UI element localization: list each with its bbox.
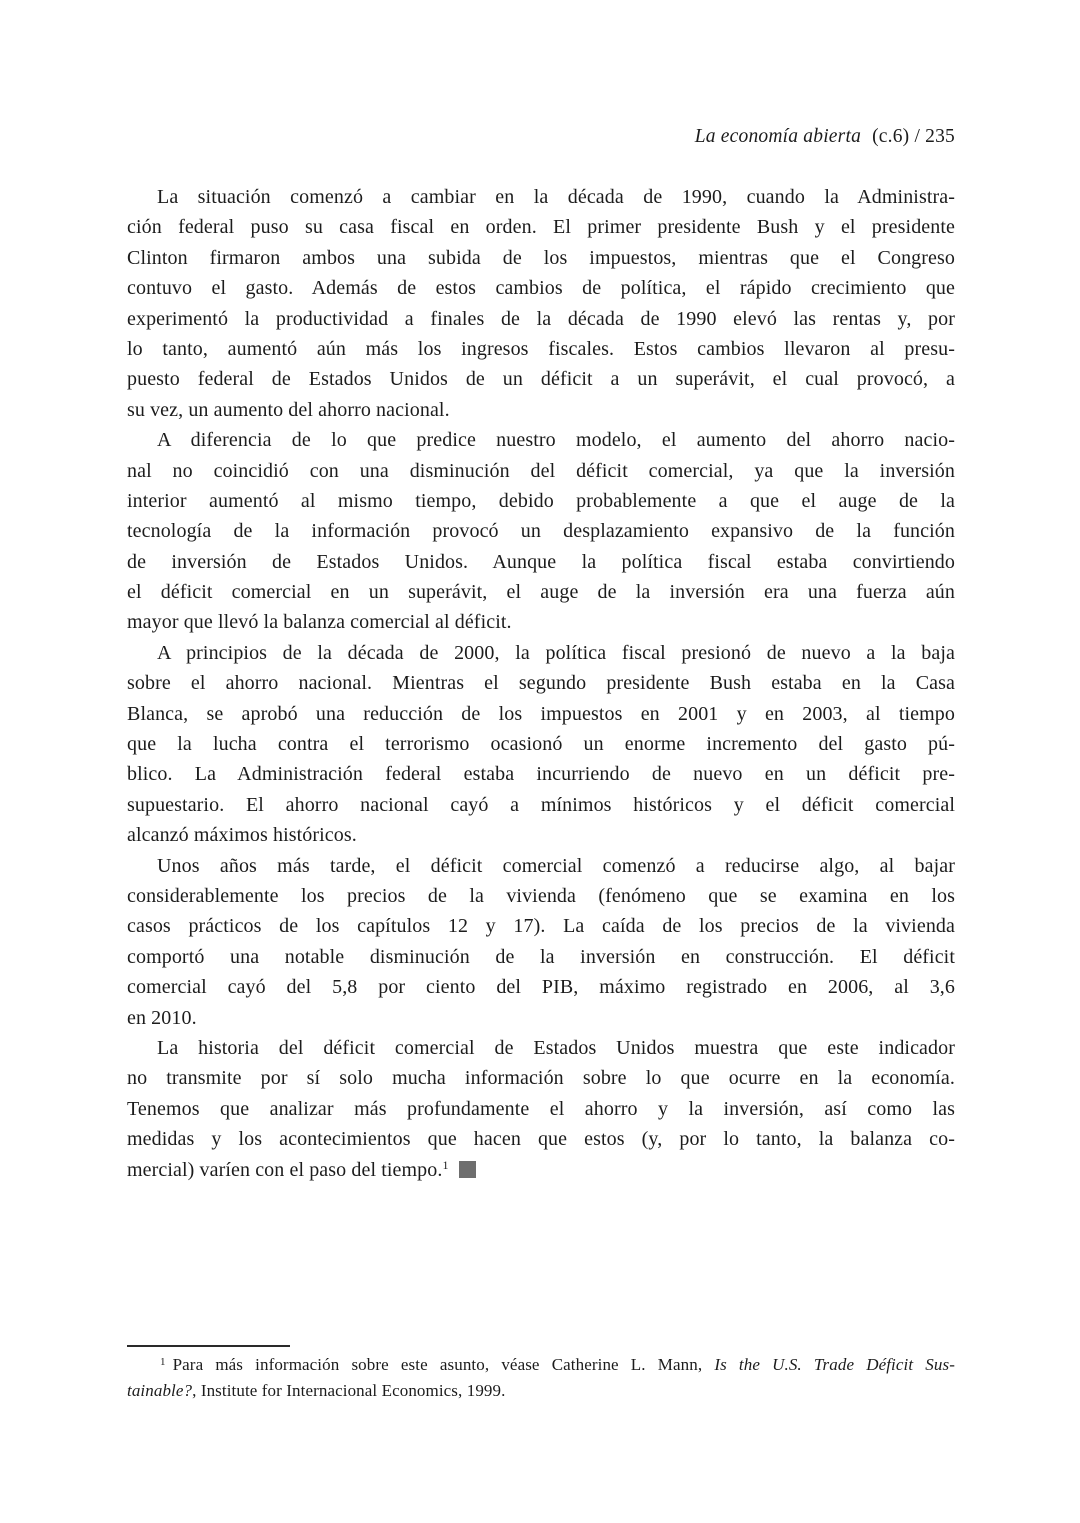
text-line: comercial cayó del 5,8 por ciento del PIB, máximo registrado en 2006, al 3,6 [127, 976, 955, 999]
text-line: en 2010. [127, 1006, 197, 1029]
footnote-marker: 1 [160, 1356, 166, 1368]
text-line: interior aumentó al mismo tiempo, debido probablemente a que el auge de la [127, 489, 955, 512]
text-line: tecnología de la información provocó un desplazamiento expansivo de la función [127, 520, 955, 543]
end-of-case-study-marker-icon [459, 1161, 476, 1178]
text-line: medidas y los acontecimientos que hacen que estos (y, por lo tanto, la balanza co- [127, 1128, 955, 1151]
text-line: Blanca, se aprobó una reducción de los impuestos en 2001 y en 2003, al tiempo [127, 702, 955, 725]
footnote-line [127, 1352, 955, 1378]
running-header [127, 126, 955, 148]
text-line: A diferencia de lo que predice nuestro modelo, el aumento del ahorro nacio- [157, 429, 955, 452]
footnote-text-segment: Is the U.S. Trade Déficit Sus- [714, 1355, 955, 1374]
text-line: contuvo el gasto. Además de estos cambios de política, el rápido crecimiento que [127, 277, 955, 300]
footnote-text-segment: Para más información sobre este asunto, véase Catherine L. Mann, [172, 1355, 715, 1374]
footnote-line [127, 1378, 955, 1404]
text-line: Tenemos que analizar más profundamente el ahorro y la inversión, así como las [127, 1097, 955, 1120]
text-line: no transmite por sí solo mucha información sobre lo que ocurre en la economía. [127, 1067, 955, 1090]
text-line: de inversión de Estados Unidos. Aunque la política fiscal estaba convirtiendo [127, 550, 955, 573]
text-line: que la lucha contra el terrorismo ocasionó un enorme incremento del gasto pú- [127, 733, 955, 756]
footnote [127, 1352, 955, 1404]
text-line: La situación comenzó a cambiar en la década de 1990, cuando la Administra- [157, 186, 955, 208]
text-line: casos prácticos de los capítulos 12 y 17). La caída de los precios de la vivienda [127, 915, 955, 938]
text-line: puesto federal de Estados Unidos de un déficit a un superávit, el cual provocó, a [127, 368, 955, 391]
text-line: mercial) varíen con el paso del tiempo.$^1$ [127, 1155, 955, 1185]
text-line: sobre el ahorro nacional. Mientras el segundo presidente Bush estaba en la Casa [127, 672, 955, 695]
case-study-text [127, 182, 955, 1185]
footnote-separator [127, 1345, 290, 1347]
text-line: Clinton firmaron ambos una subida de los impuestos, mientras que el Congreso [127, 246, 955, 269]
footnote-ref: 1 [442, 1157, 449, 1172]
text-line: A principios de la década de 2000, la política fiscal presionó de nuevo a la baja [157, 641, 955, 664]
text-line: La historia del déficit comercial de Estados Unidos muestra que este indicador [157, 1036, 955, 1059]
text-line: lo tanto, aumentó aún más los ingresos fiscales. Estos cambios llevaron al presu- [127, 337, 955, 360]
text-line: mayor que llevó la balanza comercial al déficit. [127, 611, 512, 634]
running-header-title: La economía abierta [694, 126, 862, 147]
text-line: alcanzó máximos históricos. [127, 824, 357, 847]
text-line: ción federal puso su casa fiscal en orden. El primer presidente Bush y el presidente [127, 216, 955, 239]
footnote-text-segment: , Institute for Internacional Economics, 1999. [192, 1381, 506, 1400]
text-line: nal no coincidió con una disminución del déficit comercial, ya que la inversión [127, 459, 955, 482]
text-line: blico. La Administración federal estaba incurriendo de nuevo en un déficit pre- [127, 763, 955, 786]
text-line: su vez, un aumento del ahorro nacional. [127, 398, 450, 421]
text-line: experimentó la productividad a finales de la década de 1990 elevó las rentas y, por [127, 307, 955, 330]
running-header-chapter-page: (c.6) / 235 [872, 126, 955, 147]
text-line: Unos años más tarde, el déficit comercial comenzó a reducirse algo, al bajar [157, 854, 955, 877]
footnote-text-segment: tainable? [127, 1381, 193, 1400]
text-line: supuestario. El ahorro nacional cayó a mínimos históricos y el déficit comercial [127, 793, 955, 816]
text-line: considerablemente los precios de la vivienda (fenómeno que se examina en los [127, 884, 955, 907]
text-line: el déficit comercial en un superávit, el auge de la inversión era una fuerza aún [127, 581, 955, 604]
text-line: comportó una notable disminución de la inversión en construcción. El déficit [127, 945, 955, 968]
